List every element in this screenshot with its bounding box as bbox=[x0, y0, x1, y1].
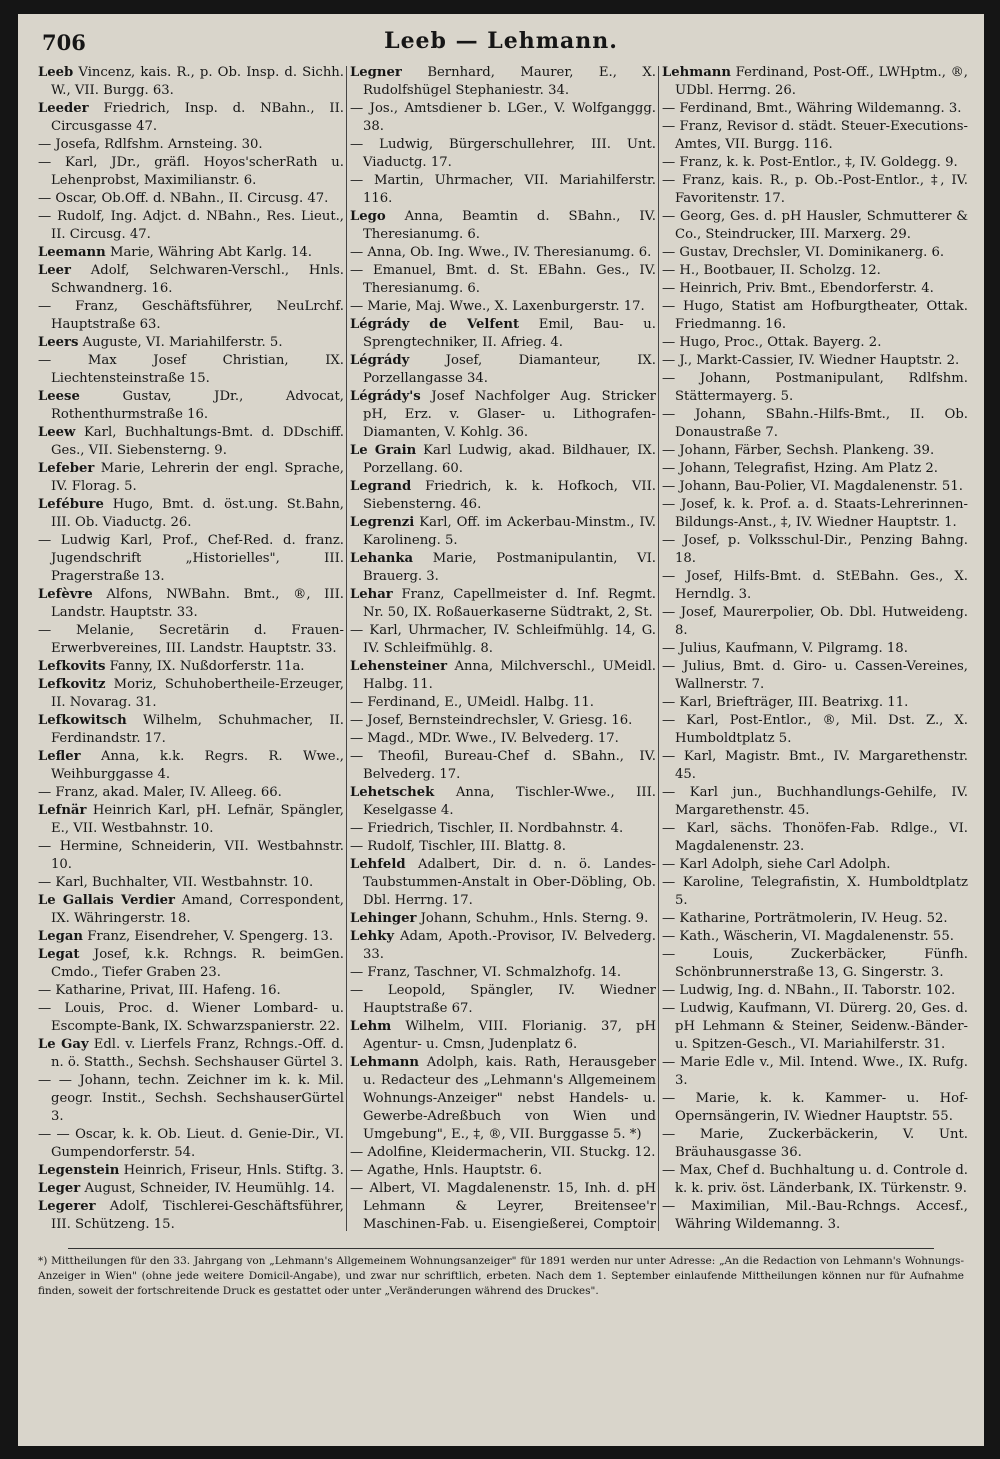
entry-text: — Marie Edle v., Mil. Intend. Wwe., IX. Rufg. 3. bbox=[662, 1055, 968, 1088]
entry-text: Marie, Währing Abt Karlg. 14. bbox=[109, 245, 312, 260]
entry-text: — Emanuel, Bmt. d. St. EBahn. Ges., IV. Theresianumg. 6. bbox=[350, 263, 656, 296]
directory-entry bbox=[350, 658, 656, 694]
directory-entry bbox=[38, 1000, 344, 1036]
entry-surname: Leer bbox=[38, 263, 72, 278]
entry-surname: Legrand bbox=[350, 479, 412, 494]
entry-surname: Legerer bbox=[38, 1199, 96, 1214]
entry-text: Anna, Tischler-Wwe., III. Keselgasse 4. bbox=[363, 785, 656, 818]
footnote-rule bbox=[68, 1248, 934, 1249]
entry-text: — Franz, akad. Maler, IV. Alleeg. 66. bbox=[38, 785, 282, 800]
directory-entry bbox=[662, 460, 968, 478]
directory-entry bbox=[38, 388, 344, 424]
entry-text: — Marie, Zuckerbäckerin, V. Unt. Bräuhausgasse 36. bbox=[662, 1127, 968, 1160]
entry-text: — Leopold, Spängler, IV. Wiedner Hauptstraße 67. bbox=[350, 983, 656, 1016]
entry-text: Adolph, kais. Rath, Herausgeber u. Redacteur des „Lehmann's Allgemeinem Wohnungs-Anzeiger" nebst Handels- u. Gewerbe-Adreßbuch von Wien und Umgebung", E., ‡, ®, VII. Burggasse 5. *) bbox=[363, 1055, 656, 1142]
entry-surname: Légrády's bbox=[350, 389, 421, 404]
footnote: *) Mittheilungen für den 33. Jahrgang von „Lehmann's Allgemeinem Wohnungsanzeiger" für 1891 werden nur unter Adresse: „An die Redaction von Lehmann's Wohnungs-Anzeiger in Wien" (ohne jede weitere Domicil-Angabe), und zwar nur schriftlich, erbeten. Nach dem 1. September einlaufende Mittheilungen können nur für Aufnahme finden, soweit der fortschreitende Druck es gestattet oder unter „Veränderungen während des Druckes". bbox=[38, 1255, 964, 1297]
entry-surname: Leemann bbox=[38, 245, 106, 260]
entry-text: Josef Nachfolger Aug. Stricker pH, Erz. v. Glaser- u. Lithografen-Diamanten, V. Kohlg. 36. bbox=[363, 389, 656, 440]
entry-text: — Kath., Wäscherin, VI. Magdalenenstr. 55. bbox=[662, 929, 954, 944]
entry-surname: Lehinger bbox=[350, 911, 417, 926]
directory-entry bbox=[38, 496, 344, 532]
entry-text: Edl. v. Lierfels Franz, Rchngs.-Off. d. n. ö. Statth., Sechsh. Sechshauser Gürtel 3. bbox=[51, 1037, 344, 1070]
column-divider bbox=[658, 66, 659, 1231]
entry-text: — Josef, Bernsteindrechsler, V. Griesg. 16. bbox=[350, 713, 633, 728]
entry-text: — Albert, VI. Magdalenenstr. 15, Inh. d. pH Lehmann & Leyrer, Breitensee'r Maschinen-Fab. u. Eisengießerei, Comptoir bbox=[350, 1181, 656, 1232]
directory-entry bbox=[38, 136, 344, 154]
entry-surname: Leers bbox=[38, 335, 79, 350]
directory-entry bbox=[662, 64, 968, 100]
entry-surname: Legner bbox=[350, 65, 402, 80]
directory-entry bbox=[350, 838, 656, 856]
entry-text: — Gustav, Drechsler, VI. Dominikanerg. 6. bbox=[662, 245, 945, 260]
entry-text: Vincenz, kais. R., p. Ob. Insp. d. Sichh. W., VII. Burgg. 63. bbox=[51, 65, 344, 98]
column-3 bbox=[662, 64, 968, 1234]
directory-entry bbox=[38, 1198, 344, 1234]
directory-entry bbox=[662, 406, 968, 442]
entry-text: — Anna, Ob. Ing. Wwe., IV. Theresianumg. 6. bbox=[350, 245, 652, 260]
entry-surname: Lehensteiner bbox=[350, 659, 448, 674]
directory-entry bbox=[38, 352, 344, 388]
directory-entry bbox=[350, 730, 656, 748]
entry-text: — Franz, Geschäftsführer, NeuLrchf. Hauptstraße 63. bbox=[38, 299, 344, 332]
directory-entry bbox=[350, 514, 656, 550]
directory-entry bbox=[38, 982, 344, 1000]
entry-text: — Karl, Uhrmacher, IV. Schleifmühlg. 14, G. IV. Schleifmühlg. 8. bbox=[350, 623, 656, 656]
directory-entry bbox=[662, 1000, 968, 1054]
directory-entry bbox=[350, 1054, 656, 1144]
directory-entry bbox=[662, 532, 968, 568]
directory-entry bbox=[350, 712, 656, 730]
directory-entry bbox=[38, 100, 344, 136]
directory-entry bbox=[38, 190, 344, 208]
directory-entry bbox=[350, 982, 656, 1018]
directory-entry bbox=[662, 496, 968, 532]
entry-text: — Hugo, Statist am Hofburgtheater, Ottak. Friedmanng. 16. bbox=[662, 299, 968, 332]
entry-text: — Magd., MDr. Wwe., IV. Belvederg. 17. bbox=[350, 731, 619, 746]
directory-entry bbox=[662, 352, 968, 370]
entry-text: — Theofil, Bureau-Chef d. SBahn., IV. Belvederg. 17. bbox=[350, 749, 656, 782]
entry-text: Franz, Capellmeister d. Inf. Regmt. Nr. 50, IX. Roßauerkaserne Südtrakt, 2, St. bbox=[363, 587, 656, 620]
entry-text: Friedrich, Insp. d. NBahn., II. Circusgasse 47. bbox=[51, 101, 344, 134]
entry-text: Josef, Diamanteur, IX. Porzellangasse 34. bbox=[363, 353, 656, 386]
entry-text: Heinrich Karl, pH. Lefnär, Spängler, E., VII. Westbahnstr. 10. bbox=[51, 803, 344, 836]
directory-entry bbox=[662, 946, 968, 982]
directory-entry bbox=[662, 712, 968, 748]
entry-text: — Katharine, Privat, III. Hafeng. 16. bbox=[38, 983, 281, 998]
entry-text: — Franz, Revisor d. städt. Steuer-Executions-Amtes, VII. Burgg. 116. bbox=[662, 119, 968, 152]
directory-entry bbox=[662, 1198, 968, 1234]
directory-entry bbox=[350, 100, 656, 136]
directory-page bbox=[18, 14, 984, 1446]
entry-surname: Leeder bbox=[38, 101, 89, 116]
directory-entry bbox=[662, 568, 968, 604]
directory-entry bbox=[662, 640, 968, 658]
entry-text: Josef, k.k. Rchngs. R. beimGen. Cmdo., Tiefer Graben 23. bbox=[51, 947, 344, 980]
directory-entry bbox=[38, 874, 344, 892]
entry-surname: Légrády de Velfent bbox=[350, 317, 520, 332]
entry-text: — Maximilian, Mil.-Bau-Rchngs. Accesf., Währing Wildemanng. 3. bbox=[662, 1199, 968, 1232]
entry-surname: Lehetschek bbox=[350, 785, 435, 800]
entry-text: — — Johann, techn. Zeichner im k. k. Mil. geogr. Instit., Sechsh. SechshauserGürtel 3. bbox=[38, 1073, 344, 1124]
directory-entry bbox=[662, 1162, 968, 1198]
directory-entry bbox=[662, 208, 968, 244]
entry-text: Heinrich, Friseur, Hnls. Stiftg. 3. bbox=[123, 1163, 344, 1178]
directory-entry bbox=[38, 460, 344, 496]
entry-text: Johann, Schuhm., Hnls. Sterng. 9. bbox=[420, 911, 649, 926]
entry-surname: Leeb bbox=[38, 65, 74, 80]
entry-text: — Franz, k. k. Post-Entlor., ‡, IV. Goldegg. 9. bbox=[662, 155, 958, 170]
directory-entry bbox=[350, 244, 656, 262]
entry-text: — Josef, Hilfs-Bmt. d. StEBahn. Ges., X. Herndlg. 3. bbox=[662, 569, 968, 602]
entry-surname: Leew bbox=[38, 425, 76, 440]
entry-text: — Johann, Postmanipulant, Rdlfshm. Stättermayerg. 5. bbox=[662, 371, 968, 404]
entry-text: — Rudolf, Tischler, III. Blattg. 8. bbox=[350, 839, 566, 854]
entry-text: Ferdinand, Post-Off., LWHptm., ®, UDbl. Herrng. 26. bbox=[675, 65, 968, 98]
entry-text: Karl, Off. im Ackerbau-Minstm., IV. Karolineng. 5. bbox=[363, 515, 656, 548]
entry-text: Adalbert, Dir. d. n. ö. Landes-Taubstummen-Anstalt in Ober-Döbling, Ob. Dbl. Herrng. 17. bbox=[363, 857, 656, 908]
directory-entry bbox=[350, 316, 656, 352]
entry-surname: Lefkovitz bbox=[38, 677, 106, 692]
directory-entry bbox=[350, 136, 656, 172]
entry-text: — Karl, Buchhalter, VII. Westbahnstr. 10. bbox=[38, 875, 314, 890]
entry-text: Fanny, IX. Nußdorferstr. 11a. bbox=[109, 659, 305, 674]
directory-entry bbox=[38, 622, 344, 658]
entry-surname: Lehmann bbox=[662, 65, 731, 80]
directory-entry bbox=[38, 1072, 344, 1126]
entry-text: Karl, Buchhaltungs-Bmt. d. DDschiff. Ges., VII. Siebensterng. 9. bbox=[51, 425, 344, 458]
directory-entry bbox=[662, 856, 968, 874]
directory-entry bbox=[350, 586, 656, 622]
directory-entry bbox=[38, 208, 344, 244]
entry-text: Amand, Correspondent, IX. Währingerstr. 18. bbox=[51, 893, 344, 926]
running-head: Leeb — Lehmann. bbox=[384, 28, 618, 54]
entry-text: — Melanie, Secretärin d. Frauen-Erwerbvereines, III. Landstr. Hauptstr. 33. bbox=[38, 623, 344, 656]
directory-entry bbox=[662, 1126, 968, 1162]
directory-entry bbox=[350, 352, 656, 388]
directory-entry bbox=[350, 1018, 656, 1054]
entry-surname: Lehanka bbox=[350, 551, 414, 566]
directory-entry bbox=[38, 298, 344, 334]
entry-surname: Lehar bbox=[350, 587, 393, 602]
directory-entry bbox=[662, 784, 968, 820]
directory-entry bbox=[38, 334, 344, 352]
directory-entry bbox=[350, 964, 656, 982]
entry-text: — Josef, p. Volksschul-Dir., Penzing Bahng. 18. bbox=[662, 533, 968, 566]
directory-entry bbox=[38, 1180, 344, 1198]
directory-entry bbox=[662, 694, 968, 712]
directory-entry bbox=[350, 928, 656, 964]
entry-text: Adolf, Selchwaren-Verschl., Hnls. Schwandnerg. 16. bbox=[51, 263, 344, 296]
entry-text: — Karl, Magistr. Bmt., IV. Margarethenstr. 45. bbox=[662, 749, 968, 782]
directory-entry bbox=[350, 208, 656, 244]
entry-text: — Hugo, Proc., Ottak. Bayerg. 2. bbox=[662, 335, 882, 350]
directory-entry bbox=[38, 262, 344, 298]
entry-surname: Lehky bbox=[350, 929, 395, 944]
directory-entry bbox=[662, 604, 968, 640]
entry-surname: Lehfeld bbox=[350, 857, 406, 872]
page-header bbox=[18, 24, 984, 60]
entry-surname: Legat bbox=[38, 947, 80, 962]
entry-surname: Légrády bbox=[350, 353, 410, 368]
entry-surname: Legenstein bbox=[38, 1163, 120, 1178]
directory-entry bbox=[662, 658, 968, 694]
entry-text: — Marie, Maj. Wwe., X. Laxenburgerstr. 17. bbox=[350, 299, 645, 314]
directory-entry bbox=[350, 748, 656, 784]
entry-text: Adam, Apoth.-Provisor, IV. Belvederg. 33. bbox=[363, 929, 656, 962]
entry-text: — Karl Adolph, siehe Carl Adolph. bbox=[662, 857, 891, 872]
entry-text: — J., Markt-Cassier, IV. Wiedner Hauptstr. 2. bbox=[662, 353, 960, 368]
entry-text: — Johann, Färber, Sechsh. Plankeng. 39. bbox=[662, 443, 935, 458]
directory-entry bbox=[38, 244, 344, 262]
directory-entry bbox=[38, 1162, 344, 1180]
entry-text: Moriz, Schuhobertheile-Erzeuger, II. Novarag. 31. bbox=[51, 677, 344, 710]
entry-text: — Rudolf, Ing. Adjct. d. NBahn., Res. Lieut., II. Circusg. 47. bbox=[38, 209, 344, 242]
entry-surname: Lehm bbox=[350, 1019, 392, 1034]
entry-text: — Ludwig, Ing. d. NBahn., II. Taborstr. 102. bbox=[662, 983, 956, 998]
entry-text: Anna, Milchverschl., UMeidl. Halbg. 11. bbox=[363, 659, 656, 692]
entry-text: Alfons, NWBahn. Bmt., ®, III. Landstr. Hauptstr. 33. bbox=[51, 587, 344, 620]
directory-entry bbox=[38, 928, 344, 946]
entry-text: — Franz, Taschner, VI. Schmalzhofg. 14. bbox=[350, 965, 622, 980]
entry-text: — Karl, Briefträger, III. Beatrixg. 11. bbox=[662, 695, 909, 710]
directory-entry bbox=[662, 820, 968, 856]
entry-text: — Josef, Maurerpolier, Ob. Dbl. Hutweideng. 8. bbox=[662, 605, 968, 638]
entry-surname: Le Grain bbox=[350, 443, 417, 458]
entry-surname: Lefkowitsch bbox=[38, 713, 127, 728]
entry-text: — Marie, k. k. Kammer- u. Hof-Opernsängerin, IV. Wiedner Hauptstr. 55. bbox=[662, 1091, 968, 1124]
entry-text: — Karl jun., Buchhandlungs-Gehilfe, IV. Margarethenstr. 45. bbox=[662, 785, 968, 818]
entry-text: — Julius, Bmt. d. Giro- u. Cassen-Vereines, Wallnerstr. 7. bbox=[662, 659, 968, 692]
directory-entry bbox=[350, 1180, 656, 1234]
entry-text: Friedrich, k. k. Hofkoch, VII. Siebensterng. 46. bbox=[363, 479, 656, 512]
directory-entry bbox=[350, 262, 656, 298]
entry-text: — Josef, k. k. Prof. a. d. Staats-Lehrerinnen-Bildungs-Anst., ‡, IV. Wiedner Hauptstr. 1. bbox=[662, 497, 968, 530]
entry-text: — Franz, kais. R., p. Ob.-Post-Entlor., ‡, IV. Favoritenstr. 17. bbox=[662, 173, 968, 206]
directory-entry bbox=[350, 388, 656, 442]
directory-entry bbox=[38, 676, 344, 712]
page-number: 706 bbox=[42, 30, 86, 55]
entry-text: Marie, Postmanipulantin, VI. Brauerg. 3. bbox=[363, 551, 656, 584]
directory-entry bbox=[38, 892, 344, 928]
entry-surname: Lefébure bbox=[38, 497, 104, 512]
entry-text: Adolf, Tischlerei-Geschäftsführer, III. Schützeng. 15. bbox=[51, 1199, 344, 1232]
directory-entry bbox=[350, 820, 656, 838]
directory-entry bbox=[350, 550, 656, 586]
directory-entry bbox=[662, 910, 968, 928]
entry-text: — Katharine, Porträtmolerin, IV. Heug. 52. bbox=[662, 911, 948, 926]
entry-text: Wilhelm, Schuhmacher, II. Ferdinandstr. 17. bbox=[51, 713, 344, 746]
entry-text: — Ferdinand, E., UMeidl. Halbg. 11. bbox=[350, 695, 594, 710]
entry-text: — Ferdinand, Bmt., Währing Wildemanng. 3. bbox=[662, 101, 962, 116]
entry-surname: Lefèvre bbox=[38, 587, 93, 602]
directory-entry bbox=[38, 64, 344, 100]
directory-entry bbox=[350, 784, 656, 820]
directory-entry bbox=[662, 982, 968, 1000]
directory-entry bbox=[350, 1162, 656, 1180]
directory-entry bbox=[38, 748, 344, 784]
directory-entry bbox=[662, 478, 968, 496]
directory-entry bbox=[350, 172, 656, 208]
directory-entry bbox=[662, 370, 968, 406]
entry-text: — Karoline, Telegrafistin, X. Humboldtplatz 5. bbox=[662, 875, 968, 908]
entry-text: Marie, Lehrerin der engl. Sprache, IV. Florag. 5. bbox=[51, 461, 344, 494]
entry-text: — Adolfine, Kleidermacherin, VII. Stuckg. 12. bbox=[350, 1145, 656, 1160]
directory-entry bbox=[350, 622, 656, 658]
entry-text: — Josefa, Rdlfshm. Arnsteing. 30. bbox=[38, 137, 263, 152]
entry-surname: Lefnär bbox=[38, 803, 87, 818]
entry-text: — Karl, sächs. Thonöfen-Fab. Rdlge., VI. Magdalenenstr. 23. bbox=[662, 821, 968, 854]
directory-entry bbox=[662, 298, 968, 334]
directory-entry bbox=[662, 748, 968, 784]
entry-surname: Legan bbox=[38, 929, 84, 944]
directory-entry bbox=[350, 64, 656, 100]
column-1 bbox=[38, 64, 344, 1234]
entry-text: — Louis, Proc. d. Wiener Lombard- u. Escompte-Bank, IX. Schwarzspanierstr. 22. bbox=[38, 1001, 344, 1034]
entry-surname: Lefler bbox=[38, 749, 81, 764]
directory-entry bbox=[662, 172, 968, 208]
directory-entry bbox=[662, 262, 968, 280]
directory-entry bbox=[662, 334, 968, 352]
entry-text: Anna, k.k. Regrs. R. Wwe., Weihburggasse 4. bbox=[51, 749, 344, 782]
entry-text: — Johann, SBahn.-Hilfs-Bmt., II. Ob. Donaustraße 7. bbox=[662, 407, 968, 440]
directory-entry bbox=[38, 424, 344, 460]
directory-entry bbox=[350, 1144, 656, 1162]
entry-text: — H., Bootbauer, II. Scholzg. 12. bbox=[662, 263, 881, 278]
entry-text: — Johann, Telegrafist, Hzing. Am Platz 2. bbox=[662, 461, 938, 476]
column-divider bbox=[346, 66, 347, 1231]
directory-entry bbox=[662, 874, 968, 910]
entry-text: — Ludwig Karl, Prof., Chef-Red. d. franz. Jugendschrift „Historielles", III. Pragerstraße 13. bbox=[38, 533, 344, 584]
entry-text: Karl Ludwig, akad. Bildhauer, IX. Porzellang. 60. bbox=[363, 443, 656, 476]
entry-surname: Lefeber bbox=[38, 461, 95, 476]
directory-entry bbox=[350, 442, 656, 478]
directory-entry bbox=[38, 532, 344, 586]
directory-entry bbox=[38, 586, 344, 622]
directory-entry bbox=[662, 100, 968, 118]
entry-text: — Ludwig, Kaufmann, VI. Dürerg. 20, Ges. d. pH Lehmann & Steiner, Seidenw.-Bänder- u. Spitzen-Gesch., VI. Mariahilferstr. 31. bbox=[662, 1001, 968, 1052]
entry-text: Emil, Bau- u. Sprengtechniker, II. Afrieg. 4. bbox=[363, 317, 656, 350]
entry-text: — Karl, Post-Entlor., ®, Mil. Dst. Z., X. Humboldtplatz 5. bbox=[662, 713, 968, 746]
entry-text: — Martin, Uhrmacher, VII. Mariahilferstr. 116. bbox=[350, 173, 656, 206]
directory-entry bbox=[350, 910, 656, 928]
entry-text: — Julius, Kaufmann, V. Pilgramg. 18. bbox=[662, 641, 908, 656]
entry-text: Wilhelm, VIII. Florianig. 37, pH Agentur- u. Cmsn, Judenplatz 6. bbox=[363, 1019, 656, 1052]
entry-text: Gustav, JDr., Advocat, Rothenthurmstraße 16. bbox=[51, 389, 344, 422]
entry-text: Hugo, Bmt. d. öst.ung. St.Bahn, III. Ob. Viaductg. 26. bbox=[51, 497, 344, 530]
entry-surname: Leese bbox=[38, 389, 80, 404]
directory-entry bbox=[38, 838, 344, 874]
entry-surname: Legrenzi bbox=[350, 515, 415, 530]
entry-surname: Lefkovits bbox=[38, 659, 106, 674]
entry-surname: Lehmann bbox=[350, 1055, 419, 1070]
directory-entry bbox=[350, 298, 656, 316]
directory-entry bbox=[662, 442, 968, 460]
entry-text: — Hermine, Schneiderin, VII. Westbahnstr. 10. bbox=[38, 839, 344, 872]
directory-entry bbox=[38, 946, 344, 982]
entry-text: — Heinrich, Priv. Bmt., Ebendorferstr. 4. bbox=[662, 281, 934, 296]
directory-entry bbox=[662, 244, 968, 262]
directory-entry bbox=[662, 154, 968, 172]
entry-text: — Agathe, Hnls. Hauptstr. 6. bbox=[350, 1163, 543, 1178]
directory-entry bbox=[662, 1054, 968, 1090]
entry-text: — Jos., Amtsdiener b. LGer., V. Wolfganggg. 38. bbox=[350, 101, 656, 134]
directory-entry bbox=[38, 712, 344, 748]
directory-entry bbox=[350, 694, 656, 712]
entry-text: — Max, Chef d. Buchhaltung u. d. Controle d. k. k. priv. öst. Länderbank, IX. Türkenstr. 9. bbox=[662, 1163, 968, 1196]
directory-entry bbox=[38, 154, 344, 190]
directory-entry bbox=[662, 280, 968, 298]
entry-text: — Oscar, Ob.Off. d. NBahn., II. Circusg. 47. bbox=[38, 191, 329, 206]
entry-text: Anna, Beamtin d. SBahn., IV. Theresianumg. 6. bbox=[363, 209, 656, 242]
entry-text: — Georg, Ges. d. pH Hausler, Schmutterer & Co., Steindrucker, III. Marxerg. 29. bbox=[662, 209, 968, 242]
entry-surname: Lego bbox=[350, 209, 386, 224]
column-2 bbox=[350, 64, 656, 1234]
entry-text: — Friedrich, Tischler, II. Nordbahnstr. 4. bbox=[350, 821, 624, 836]
directory-entry bbox=[662, 118, 968, 154]
entry-text: Auguste, VI. Mariahilferstr. 5. bbox=[82, 335, 283, 350]
directory-entry bbox=[662, 1090, 968, 1126]
entry-surname: Le Gay bbox=[38, 1037, 89, 1052]
entry-text: — Max Josef Christian, IX. Liechtensteinstraße 15. bbox=[38, 353, 344, 386]
entry-text: — — Oscar, k. k. Ob. Lieut. d. Genie-Dir., VI. Gumpendorferstr. 54. bbox=[38, 1127, 344, 1160]
entry-text: August, Schneider, IV. Heumühlg. 14. bbox=[84, 1181, 335, 1196]
entry-surname: Le Gallais Verdier bbox=[38, 893, 175, 908]
directory-entry bbox=[38, 802, 344, 838]
directory-entry bbox=[350, 856, 656, 910]
directory-entry bbox=[38, 784, 344, 802]
entry-text: — Louis, Zuckerbäcker, Fünfh. Schönbrunnerstraße 13, G. Singerstr. 3. bbox=[662, 947, 968, 980]
entry-text: — Johann, Bau-Polier, VI. Magdalenenstr. 51. bbox=[662, 479, 963, 494]
entry-surname: Leger bbox=[38, 1181, 81, 1196]
entry-text: — Ludwig, Bürgerschullehrer, III. Unt. Viaductg. 17. bbox=[350, 137, 656, 170]
directory-entry bbox=[38, 658, 344, 676]
entry-text: Bernhard, Maurer, E., X. Rudolfshügel Stephaniestr. 34. bbox=[363, 65, 656, 98]
entry-text: Franz, Eisendreher, V. Spengerg. 13. bbox=[87, 929, 334, 944]
directory-entry bbox=[38, 1036, 344, 1072]
directory-entry bbox=[350, 478, 656, 514]
directory-entry bbox=[662, 928, 968, 946]
directory-entry bbox=[38, 1126, 344, 1162]
entry-text: — Karl, JDr., gräfl. Hoyos'scherRath u. Lehenprobst, Maximilianstr. 6. bbox=[38, 155, 344, 188]
